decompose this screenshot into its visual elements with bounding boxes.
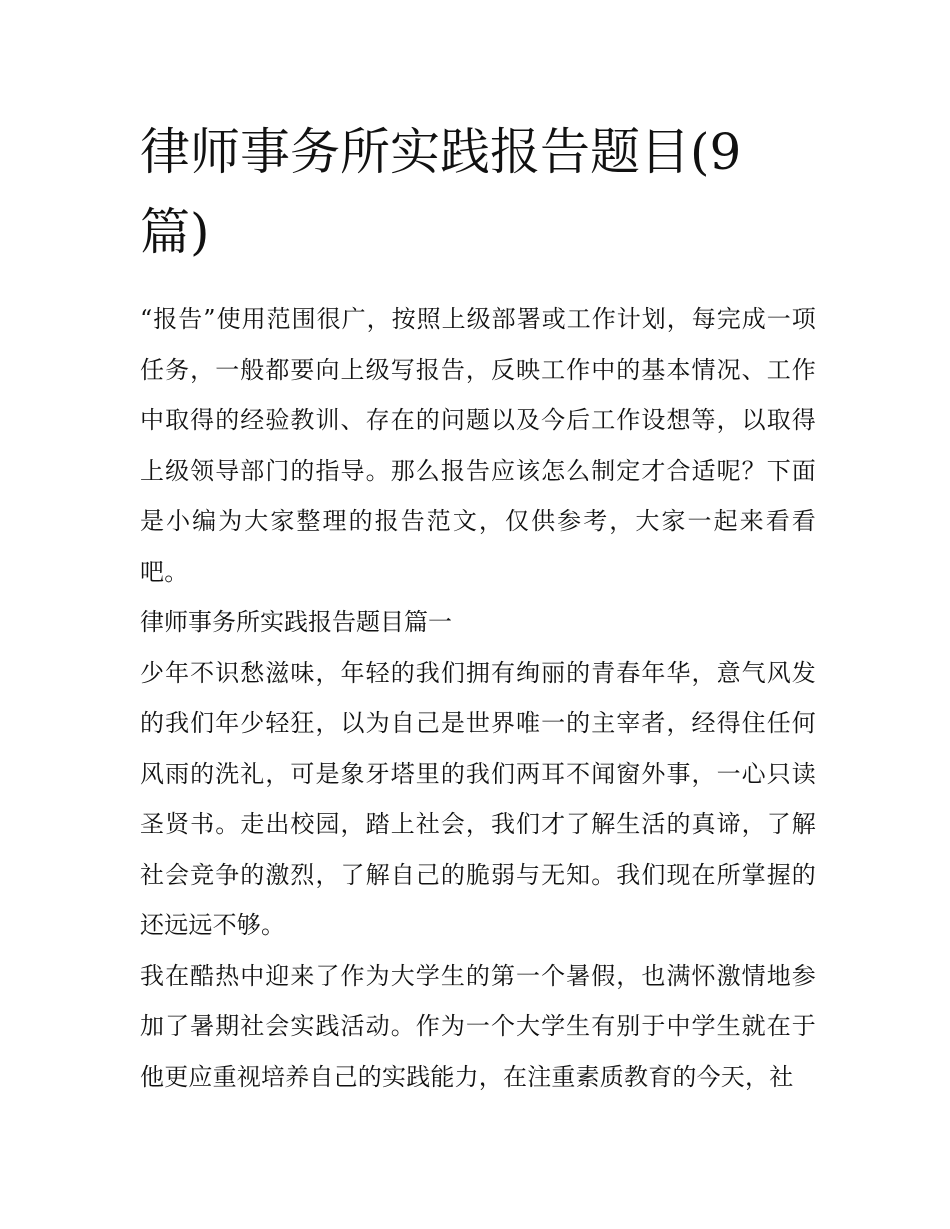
document-title-main: 律师事务所实践报告题目(9 [140, 123, 742, 181]
intro-paragraph: “报告”使用范围很广，按照上级部署或工作计划，每完成一项任务，一般都要向上级写报告，反映工作中的基本情况、工作中取得的经验教训、存在的问题以及今后工作设想等，以取得上级领导部门的指导。那么报告应该怎么制定才合适呢？下面是小编为大家整理的报告范文，仅供参考，大家一起来看看吧。 [140, 305, 816, 586]
section-heading: 律师事务所实践报告题目篇一 [140, 608, 452, 636]
body-paragraph-2: 我在酷热中迎来了作为大学生的第一个暑假，也满怀激情地参加了暑期社会实践活动。作为一个大学生有别于中学生就在于他更应重视培养自己的实践能力，在注重素质教育的今天，社 [140, 961, 816, 1091]
document-title [140, 112, 780, 272]
document-title-end: 篇) [140, 203, 210, 261]
body-paragraph-1: 少年不识愁滋味，年轻的我们拥有绚丽的青春年华，意气风发的我们年少轻狂，以为自己是世界唯一的主宰者，经得住任何风雨的洗礼，可是象牙塔里的我们两耳不闻窗外事，一心只读圣贤书。走出校园，踏上社会，我们才了解生活的真谛，了解社会竞争的激烈，了解自己的脆弱与无知。我们现在所掌握的还远远不够。 [140, 658, 816, 939]
document-body [140, 112, 816, 1102]
